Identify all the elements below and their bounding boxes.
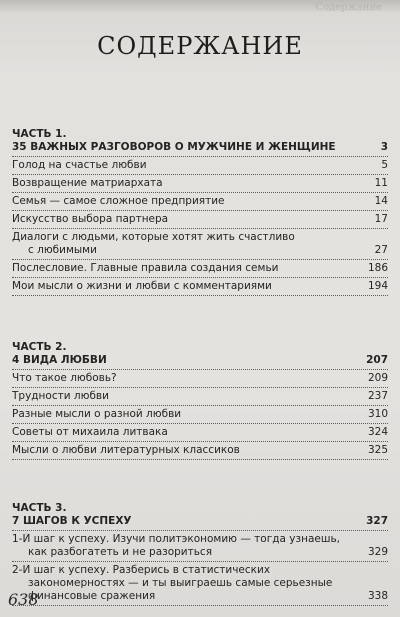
entry-title [12, 231, 354, 257]
entry-line: с любимыми [28, 244, 97, 256]
entry-title [12, 533, 354, 559]
entry-page: 237 [367, 390, 388, 402]
part-label: ЧАСТЬ 3. [12, 502, 67, 514]
entry-title: Мои мысли о жизни и любви с комментариями [12, 280, 272, 292]
entry-title: Искусство выбора партнера [12, 213, 169, 225]
toc [12, 128, 388, 608]
heading-text: 4 ВИДА ЛЮБВИ [12, 354, 107, 366]
bleed-through-header: Содержание [315, 2, 382, 13]
entry-page: 11 [374, 177, 388, 189]
entry-page: 27 [374, 244, 388, 256]
entry-line: 2-Й шаг к успеху. Разберись в статистических [12, 564, 271, 576]
heading-text: 7 ШАГОВ К УСПЕХУ [12, 515, 132, 527]
toc-entry [12, 564, 388, 606]
entry-title: Трудности любви [12, 390, 109, 402]
toc-entry [12, 372, 388, 388]
entry-title: Что такое любовь? [12, 372, 117, 384]
heading-page: 327 [366, 515, 388, 527]
part-label: ЧАСТЬ 1. [12, 128, 67, 140]
entry-title: Мысли о любви литературных классиков [12, 444, 240, 456]
entry-page: 329 [367, 546, 388, 558]
entry-line: Диалоги с людьми, которые хотят жить счастливо [12, 231, 295, 243]
entry-line: 1-Й шаг к успеху. Изучи политэкономию — тогда узнаешь, [12, 533, 340, 545]
entry-page: 338 [367, 590, 388, 602]
entry-page: 186 [367, 262, 388, 274]
heading-page: 3 [380, 141, 388, 153]
part-label: ЧАСТЬ 2. [12, 341, 67, 353]
entry-page: 14 [374, 195, 388, 207]
toc-entry [12, 280, 388, 296]
part-heading [12, 354, 388, 370]
toc-entry [12, 177, 388, 193]
entry-title: Семья — самое сложное предприятие [12, 195, 225, 207]
entry-line: как разбогатеть и не разориться [28, 546, 213, 558]
toc-entry [12, 533, 388, 562]
entry-title: Разные мысли о разной любви [12, 408, 182, 420]
page-number: 638 [8, 590, 39, 609]
toc-entry [12, 262, 388, 278]
entry-line: закономерностях — и ты выиграешь самые серьезные [28, 577, 333, 589]
entry-title [12, 564, 354, 603]
toc-entry [12, 195, 388, 211]
entry-title: Советы от михаила литвака [12, 426, 168, 438]
toc-entry [12, 213, 388, 229]
entry-page: 325 [367, 444, 388, 456]
part-heading [12, 515, 388, 531]
heading-text: 35 ВАЖНЫХ РАЗГОВОРОВ О МУЖЧИНЕ И ЖЕНЩИНЕ [12, 141, 336, 153]
entry-title: Возвращение матриархата [12, 177, 163, 189]
page-title: СОДЕРЖАНИЕ [97, 32, 303, 60]
toc-entry [12, 408, 388, 424]
toc-entry [12, 159, 388, 175]
toc-entry [12, 426, 388, 442]
entry-page: 310 [367, 408, 388, 420]
entry-page: 209 [367, 372, 388, 384]
entry-page: 324 [367, 426, 388, 438]
entry-page: 194 [367, 280, 388, 292]
entry-title: Послесловие. Главные правила создания семьи [12, 262, 279, 274]
toc-part-3 [12, 502, 388, 606]
toc-part-1 [12, 128, 388, 296]
toc-entry [12, 444, 388, 460]
entry-title: Голод на счастье любви [12, 159, 147, 171]
part-heading [12, 141, 388, 157]
heading-page: 207 [366, 354, 388, 366]
toc-entry [12, 390, 388, 406]
entry-page: 5 [381, 159, 388, 171]
toc-part-2 [12, 341, 388, 460]
toc-entry [12, 231, 388, 260]
entry-page: 17 [374, 213, 388, 225]
entry-line: финансовые сражения [28, 590, 156, 602]
